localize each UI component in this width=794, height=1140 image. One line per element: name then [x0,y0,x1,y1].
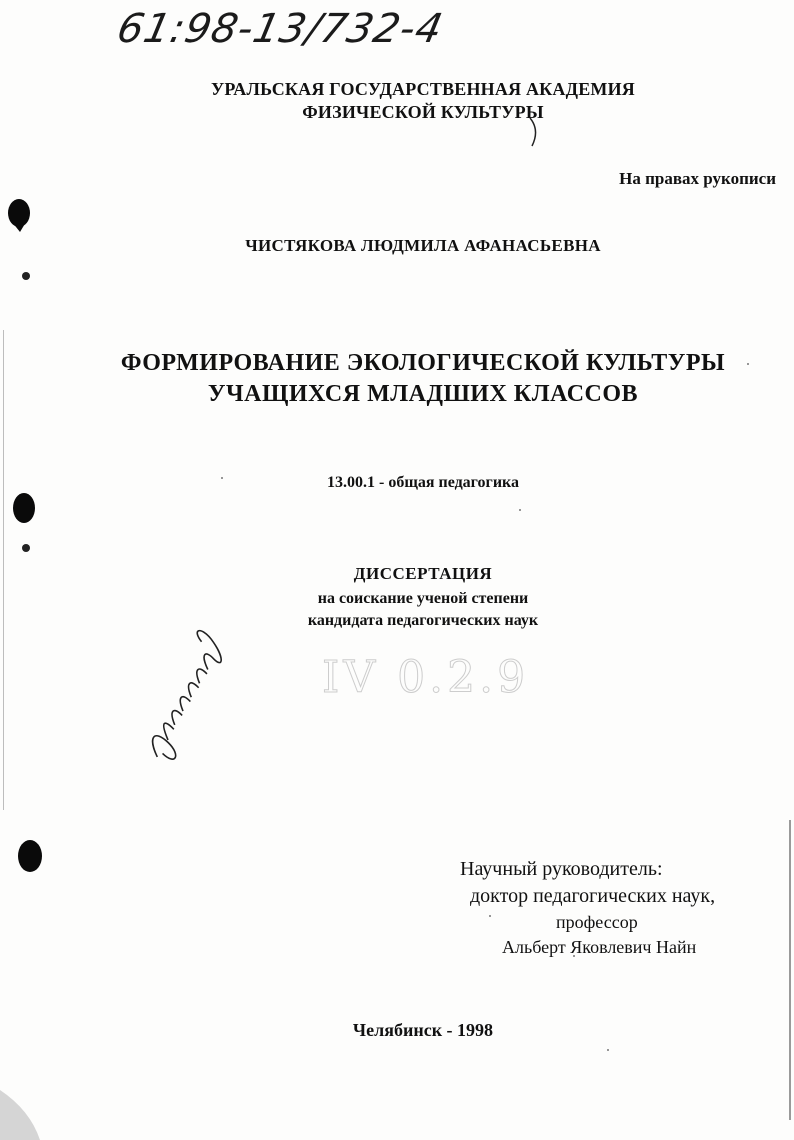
thesis-title-line-1: ФОРМИРОВАНИЕ ЭКОЛОГИЧЕСКОЙ КУЛЬТУРЫ [120,350,726,376]
edge-line [789,820,791,1120]
handwritten-signature [121,629,246,766]
speck [22,272,30,280]
corner-smudge [0,1090,40,1140]
author-name: ЧИСТЯКОВА ЛЮДМИЛА АФАНАСЬЕВНА [245,236,601,255]
document-type: ДИССЕРТАЦИЯ [353,564,493,583]
degree-line-1: на соискание ученой степени [317,590,529,607]
institution-line-1: УРАЛЬСКАЯ ГОСУДАРСТВЕННАЯ АКАДЕМИЯ [210,79,636,99]
supervisor-name: Альберт Яковлевич Найн [502,937,697,957]
degree-sought [0,588,794,632]
speck [22,544,30,552]
degree-line-2: кандидата педагогических наук [307,612,539,629]
punch-hole [18,840,42,872]
supervisor-rank: профессор [556,912,638,932]
institution-line-2: ФИЗИЧЕСКОЙ КУЛЬТУРЫ [302,102,544,122]
faded-library-stamp: IV 0.2.9 [322,652,530,703]
supervisor-degree: доктор педагогических наук, [470,885,716,907]
archive-code: 61:98-13/732-4 [113,6,448,52]
supervisor-block [460,856,715,960]
speck [519,509,521,511]
punch-hole-tail [12,222,26,232]
punch-hole [13,493,35,523]
manuscript-rights-note: На правах рукописи [619,169,776,188]
supervisor-label: Научный руководитель: [460,858,663,880]
thesis-title-line-2: УЧАЩИХСЯ МЛАДШИХ КЛАССОВ [207,381,639,407]
specialty-code: 13.00.1 - общая педагогика [326,474,520,491]
city-and-year: Челябинск - 1998 [352,1020,494,1040]
thesis-title [0,348,794,410]
institution-name [0,78,794,124]
speck [607,1049,609,1051]
